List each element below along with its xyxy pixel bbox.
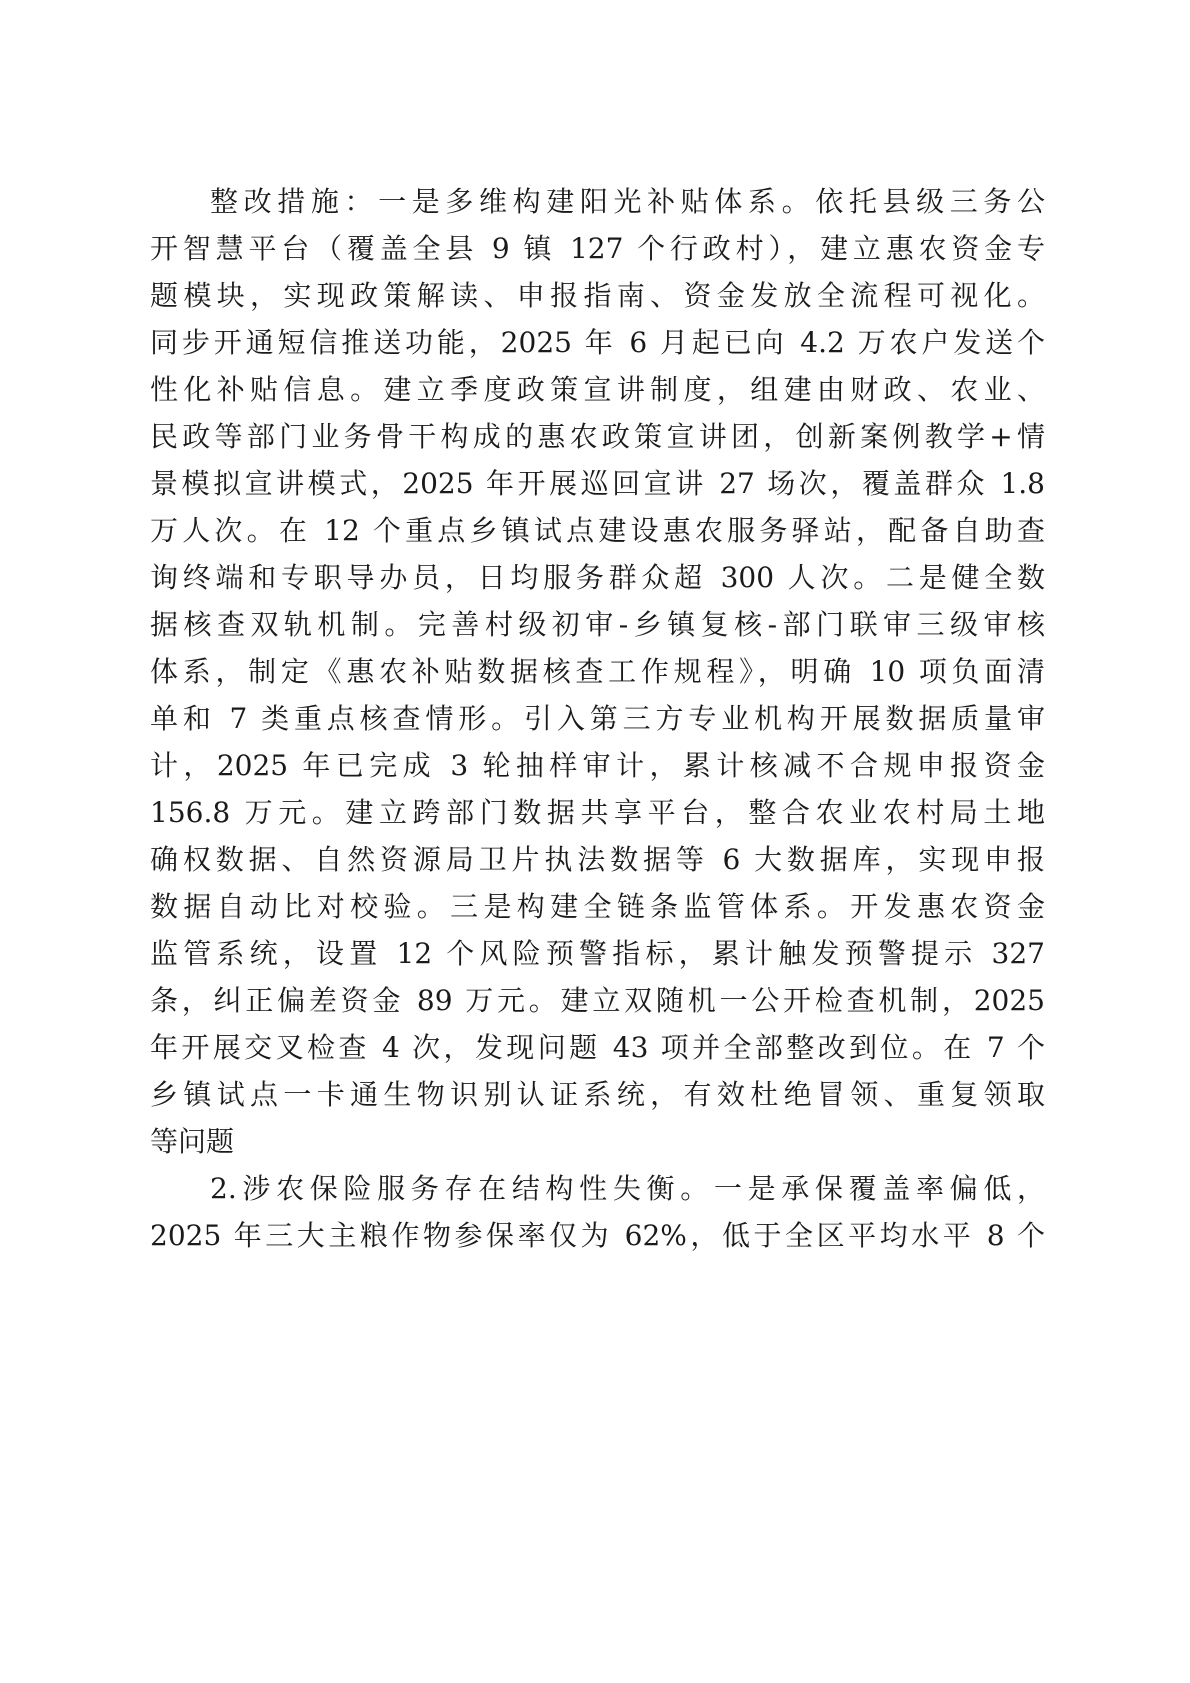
paragraph-2-line-1: 2.涉农保险服务存在结构性失衡。一是承保覆盖率偏低， bbox=[210, 1172, 1045, 1205]
paragraph-1-line-19: 年开展交叉检查 4 次，发现问题 43 项并全部整改到位。在 7 个 bbox=[150, 1031, 1045, 1064]
paragraph-1-line-4: 同步开通短信推送功能，2025 年 6 月起已向 4.2 万农户发送个 bbox=[150, 326, 1045, 359]
paragraph-1-line-6: 民政等部门业务骨干构成的惠农政策宣讲团，创新案例教学+情 bbox=[150, 420, 1045, 453]
paragraph-1-line-10: 据核查双轨机制。完善村级初审-乡镇复核-部门联审三级审核 bbox=[150, 608, 1045, 641]
paragraph-1-line-18: 条，纠正偏差资金 89 万元。建立双随机一公开检查机制，2025 bbox=[150, 984, 1045, 1017]
paragraph-1-line-15: 确权数据、自然资源局卫片执法数据等 6 大数据库，实现申报 bbox=[150, 843, 1045, 876]
paragraph-1-line-9: 询终端和专职导办员，日均服务群众超 300 人次。二是健全数 bbox=[150, 561, 1045, 594]
paragraph-2-line-2: 2025 年三大主粮作物参保率仅为 62%，低于全区平均水平 8 个 bbox=[150, 1219, 1045, 1252]
paragraph-1-line-3: 题模块，实现政策解读、申报指南、资金发放全流程可视化。 bbox=[150, 279, 1045, 312]
paragraph-1-line-21: 等问题 bbox=[150, 1125, 235, 1158]
paragraph-1-line-13: 计，2025 年已完成 3 轮抽样审计，累计核减不合规申报资金 bbox=[150, 749, 1045, 782]
paragraph-1-line-2: 开智慧平台（覆盖全县 9 镇 127 个行政村），建立惠农资金专 bbox=[150, 232, 1045, 265]
paragraph-1-line-12: 单和 7 类重点核查情形。引入第三方专业机构开展数据质量审 bbox=[150, 702, 1045, 735]
paragraph-1-line-16: 数据自动比对校验。三是构建全链条监管体系。开发惠农资金 bbox=[150, 890, 1045, 923]
document-body bbox=[150, 178, 1045, 1259]
paragraph-1-line-20: 乡镇试点一卡通生物识别认证系统，有效杜绝冒领、重复领取 bbox=[150, 1078, 1045, 1111]
paragraph-1-line-14: 156.8 万元。建立跨部门数据共享平台，整合农业农村局土地 bbox=[150, 796, 1045, 829]
paragraph-1-line-1: 整改措施：一是多维构建阳光补贴体系。依托县级三务公 bbox=[210, 185, 1045, 218]
paragraph-1-line-8: 万人次。在 12 个重点乡镇试点建设惠农服务驿站，配备自助查 bbox=[150, 514, 1045, 547]
paragraph-1-line-5: 性化补贴信息。建立季度政策宣讲制度，组建由财政、农业、 bbox=[150, 373, 1045, 406]
paragraph-1-line-7: 景模拟宣讲模式，2025 年开展巡回宣讲 27 场次，覆盖群众 1.8 bbox=[150, 467, 1045, 500]
paragraph-1-line-17: 监管系统，设置 12 个风险预警指标，累计触发预警提示 327 bbox=[150, 937, 1045, 970]
paragraph-1-line-11: 体系，制定《惠农补贴数据核查工作规程》，明确 10 项负面清 bbox=[150, 655, 1045, 688]
